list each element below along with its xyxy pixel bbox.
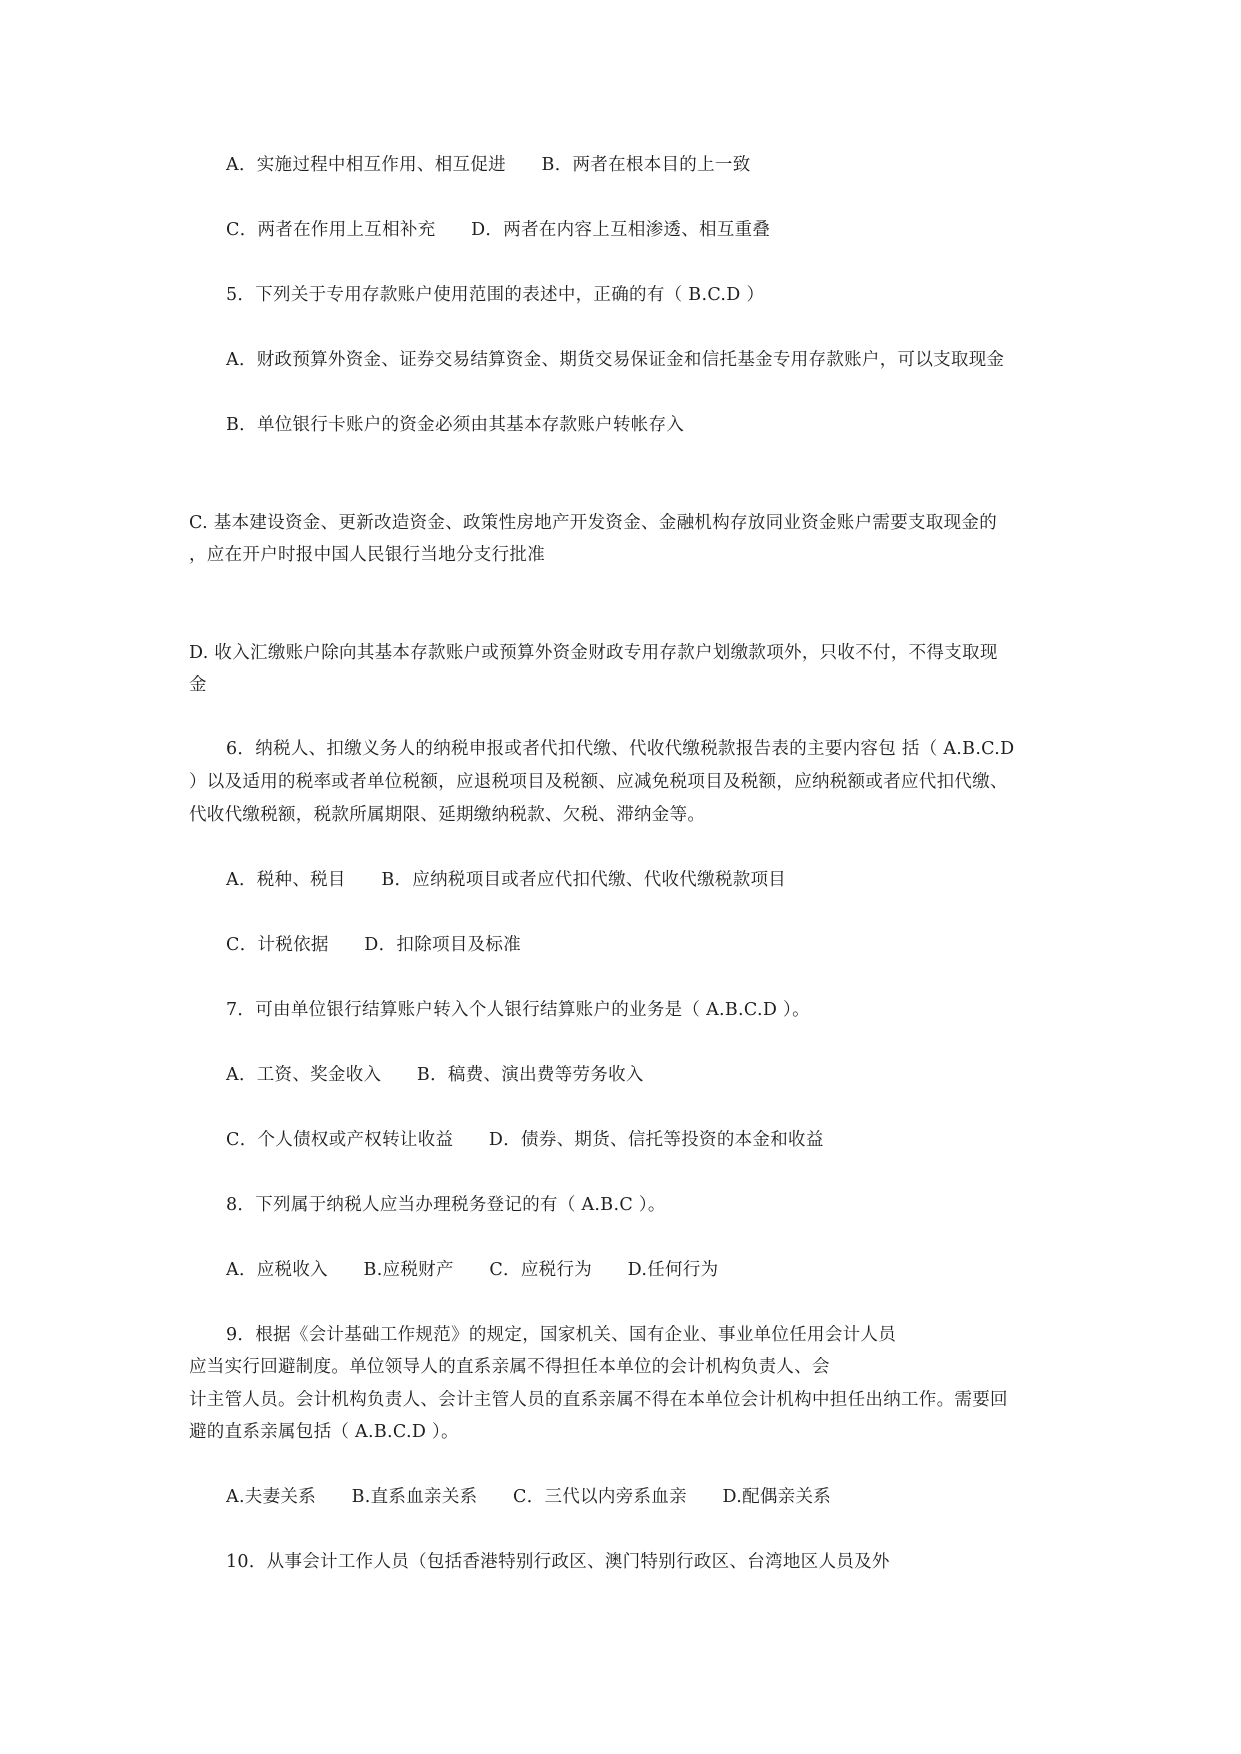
q6-stem-line1: 6．纳税人、扣缴义务人的纳税申报或者代扣代缴、代收代缴税款报告表的主要内容包 括（ A.B.C.D — [226, 739, 1015, 759]
q7-options-cd: C．个人债权或产权转让收益 D．债券、期货、信托等投资的本金和收益 — [226, 1130, 824, 1150]
q5-stem: 5．下列关于专用存款账户使用范围的表述中，正确的有（ B.C.D ） — [226, 285, 765, 305]
q7-options-ab: A．工资、奖金收入 B．稿费、演出费等劳务收入 — [226, 1065, 644, 1085]
q5-option-a: A．财政预算外资金、证券交易结算资金、期货交易保证金和信托基金专用存款账户，可以支取现金 — [226, 350, 1005, 370]
q9-stem-line2: 应当实行回避制度。单位领导人的直系亲属不得担任本单位的会计机构负责人、会 — [189, 1357, 830, 1377]
q9-stem-line4: 避的直系亲属包括（ A.B.C.D ）。 — [189, 1422, 459, 1442]
q9-stem-line3: 计主管人员。会计机构负责人、会计主管人员的直系亲属不得在本单位会计机构中担任出纳工作。需要回 — [189, 1390, 1008, 1410]
q9-options: A.夫妻关系 B.直系血亲关系 C．三代以内旁系血亲 D.配偶亲关系 — [226, 1487, 832, 1507]
q4-options-cd: C．两者在作用上互相补充 D．两者在内容上互相渗透、相互重叠 — [226, 220, 771, 240]
q10-stem: 10．从事会计工作人员（包括香港特别行政区、澳门特别行政区、台湾地区人员及外 — [226, 1552, 890, 1572]
q4-options-ab: A．实施过程中相互作用、相互促进 B．两者在根本目的上一致 — [226, 155, 751, 175]
q6-options-ab: A．税种、税目 B．应纳税项目或者应代扣代缴、代收代缴税款项目 — [226, 870, 787, 890]
q6-stem-line2: ）以及适用的税率或者单位税额，应退税项目及税额、应减免税项目及税额，应纳税额或者应代扣代缴、 — [189, 772, 1008, 792]
q6-stem-line3: 代收代缴税额，税款所属期限、延期缴纳税款、欠税、滞纳金等。 — [189, 805, 706, 825]
q6-options-cd: C．计税依据 D．扣除项目及标准 — [226, 935, 522, 955]
q9-stem-line1: 9．根据《会计基础工作规范》的规定，国家机关、国有企业、事业单位任用会计人员 — [226, 1325, 897, 1345]
q5-option-d-line2: 金 — [189, 675, 207, 695]
q8-stem: 8．下列属于纳税人应当办理税务登记的有（ A.B.C ）。 — [226, 1195, 666, 1215]
q5-option-c-line1: C. 基本建设资金、更新改造资金、政策性房地产开发资金、金融机构存放同业资金账户需要支取现金的 — [189, 513, 997, 533]
q5-option-d-line1: D. 收入汇缴账户除向其基本存款账户或预算外资金财政专用存款户划缴款项外，只收不付，不得支取现 — [189, 643, 998, 663]
q8-options: A．应税收入 B.应税财产 C．应税行为 D.任何行为 — [226, 1260, 719, 1280]
q5-option-c-line2: ，应在开户时报中国人民银行当地分支行批准 — [189, 545, 545, 565]
q7-stem: 7．可由单位银行结算账户转入个人银行结算账户的业务是（ A.B.C.D ）。 — [226, 1000, 810, 1020]
q5-option-b: B．单位银行卡账户的资金必须由其基本存款账户转帐存入 — [226, 415, 685, 435]
